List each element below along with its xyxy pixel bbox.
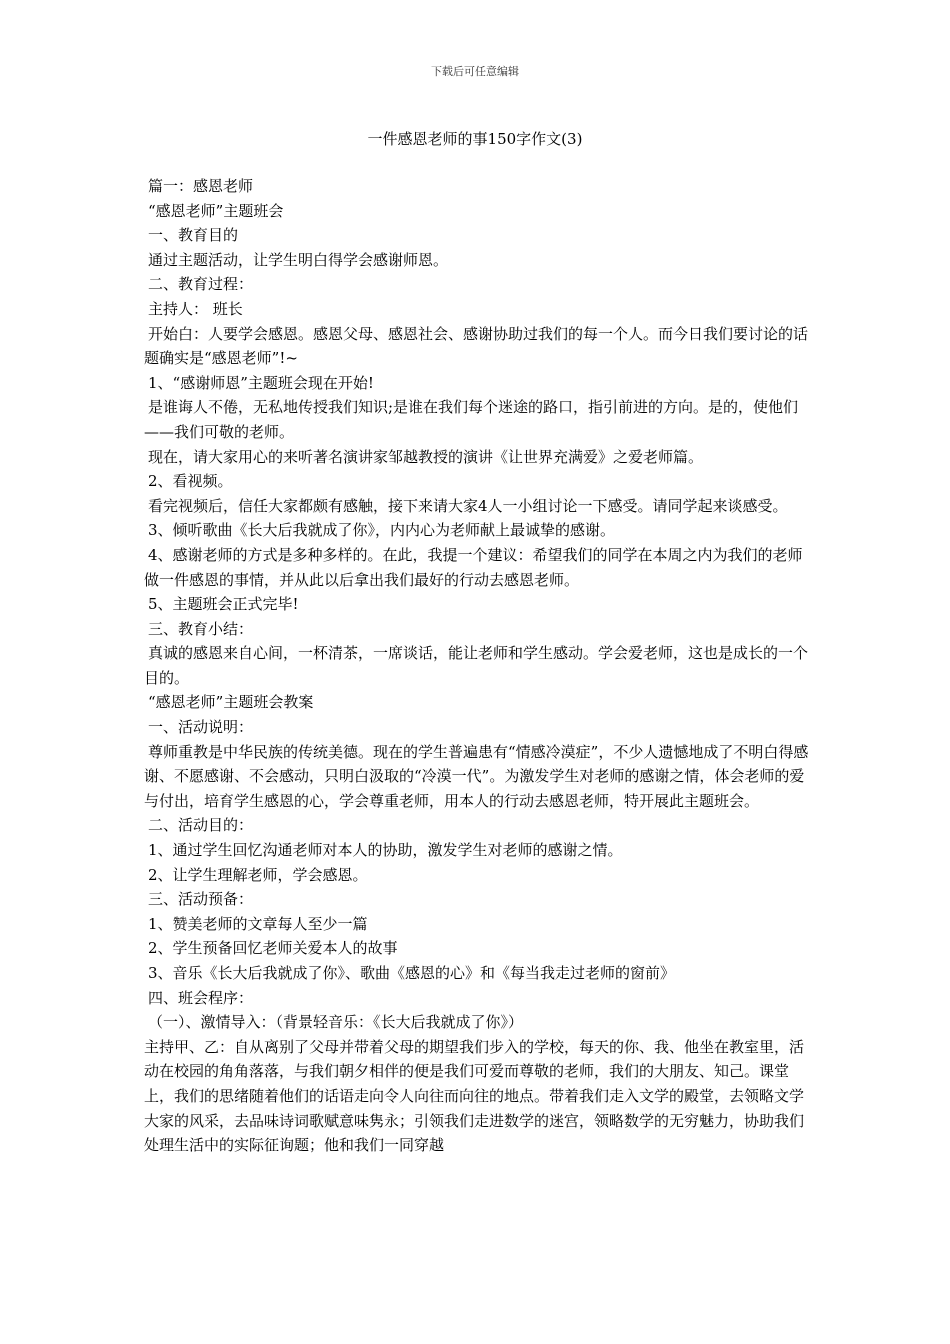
paragraph: 3、音乐《长大后我就成了你》、歌曲《感恩的心》和《每当我走过老师的窗前》 xyxy=(148,964,676,982)
document-title: 一件感恩老师的事150字作文(3) xyxy=(367,130,583,148)
paragraph: 主持人： 班长 xyxy=(148,299,243,318)
paragraph: 主持甲、乙：自从离别了父母并带着父母的期望我们步入的学校，每天的你、我、他坐在教室里，活动在校园的角角落落，与我们朝夕相伴的便是我们可爱而尊敬的老师，我们的大朋友、知己。课堂上，我们的思绪随着他们的话语走向令人向往而向往的地点。带着我们走入文学的殿堂，去领略文学大家的风采，去品味诗词歌赋意味隽永；引领我们走进数学的迷宫，领略数学的无穷魅力，协助我们处理生活中的实际征询题；他和我们一同穿越 xyxy=(144,1037,805,1155)
document-body xyxy=(144,174,812,1158)
header-note: 下载后可任意编辑 xyxy=(431,65,519,78)
paragraph: 尊师重教是中华民族的传统美德。现在的学生普遍患有“情感冷漠症”，不少人遗憾地成了不明白得感谢、不愿感谢、不会感动，只明白汲取的“冷漠一代”。为激发学生对老师的感谢之情，体会老师的爱与付出，培育学生感恩的心，学会尊重老师，用本人的行动去感恩老师，特开展此主题班会。 xyxy=(144,742,809,810)
paragraph: “感恩老师”主题班会 xyxy=(148,201,284,220)
paragraph: 三、教育小结： xyxy=(148,619,254,638)
paragraph: 1、“感谢师恩”主题班会现在开始! xyxy=(148,373,374,392)
paragraph: 真诚的感恩来自心间，一杯清茶，一席谈话，能让老师和学生感动。学会爱老师，这也是成长的一个目的。 xyxy=(144,644,809,687)
paragraph: 通过主题活动，让学生明白得学会感谢师恩。 xyxy=(148,250,449,269)
paragraph: 二、活动目的： xyxy=(148,816,254,835)
paragraph: 二、教育过程： xyxy=(148,275,254,294)
paragraph: 现在，请大家用心的来听著名演讲家邹越教授的演讲《让世界充满爱》之爱老师篇。 xyxy=(148,447,704,466)
paragraph: 2、让学生理解老师，学会感恩。 xyxy=(148,865,368,884)
paragraph: 4、感谢老师的方式是多种多样的。在此，我提一个建议：希望我们的同学在本周之内为我们的老师做一件感恩的事情，并从此以后拿出我们最好的行动去感恩老师。 xyxy=(144,545,803,589)
paragraph: 一、活动说明： xyxy=(148,718,254,737)
paragraph: 3、倾听歌曲《长大后我就成了你》，内内心为老师献上最诚挚的感谢。 xyxy=(148,521,616,540)
paragraph: 四、班会程序： xyxy=(148,988,254,1007)
paragraph: 5、主题班会正式完毕! xyxy=(148,595,299,614)
paragraph: 开始白：人要学会感恩。感恩父母、感恩社会、感谢协助过我们的每一个人。而今日我们要讨论的话题确实是“感恩老师”!~ xyxy=(144,324,809,368)
paragraph: 篇一：感恩老师 xyxy=(148,177,254,195)
paragraph: 看完视频后，信任大家都颇有感触，接下来请大家4人一小组讨论一下感受。请同学起来谈感受。 xyxy=(148,496,788,515)
paragraph: 三、活动预备： xyxy=(148,890,254,909)
paragraph: 一、教育目的 xyxy=(148,226,239,245)
paragraph: “感恩老师”主题班会教案 xyxy=(148,693,314,712)
paragraph: 是谁诲人不倦，无私地传授我们知识;是谁在我们每个迷途的路口，指引前进的方向。是的，使他们——我们可敬的老师。 xyxy=(144,398,799,441)
paragraph: 2、学生预备回忆老师关爱本人的故事 xyxy=(148,939,398,958)
paragraph: 2、看视频。 xyxy=(148,472,233,491)
paragraph: （一）、激情导入：（背景轻音乐：《长大后我就成了你》） xyxy=(148,1013,524,1032)
paragraph: 1、通过学生回忆沟通老师对本人的协助，激发学生对老师的感谢之情。 xyxy=(148,841,623,860)
paragraph: 1、赞美老师的文章每人至少一篇 xyxy=(148,914,368,933)
